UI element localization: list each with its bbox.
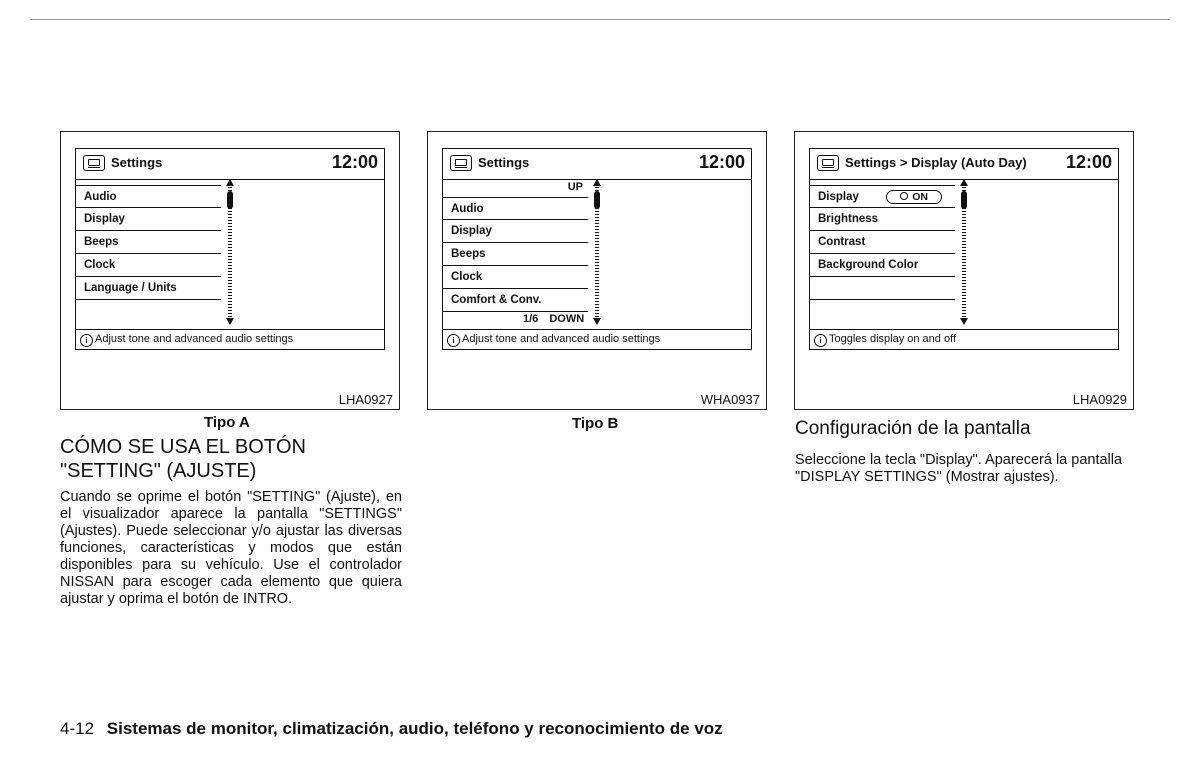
menu-item-empty — [76, 300, 221, 323]
screen-title: Settings — [478, 155, 530, 170]
scroll-thumb[interactable] — [594, 191, 600, 209]
scroll-down-arrow-icon — [960, 318, 968, 325]
settings-icon — [817, 155, 839, 171]
settings-screen — [442, 148, 752, 350]
scroll-down-arrow-icon — [593, 318, 601, 325]
scrollbar[interactable] — [224, 179, 236, 325]
screen-header — [76, 149, 384, 180]
footer-hint: Adjust tone and advanced audio settings — [462, 333, 661, 345]
scroll-down-arrow-icon — [226, 318, 234, 325]
page-footer — [60, 719, 723, 739]
clock-time: 12:00 — [331, 152, 378, 172]
figure-display-settings — [794, 131, 1134, 410]
page-indicator: 1/6 — [523, 313, 539, 325]
footer-hint: Toggles display on and off — [829, 333, 956, 345]
settings-icon — [83, 155, 105, 171]
toggle-indicator-icon — [900, 192, 908, 200]
figure-code: WHA0937 — [700, 392, 760, 407]
screen-footer — [443, 329, 751, 349]
screen-header — [443, 149, 751, 180]
section-heading: Configuración de la pantalla — [795, 418, 1031, 439]
menu-item-label: Display — [818, 191, 859, 203]
clock-time: 12:00 — [698, 152, 745, 172]
menu-item-beeps[interactable]: Beeps — [76, 231, 221, 254]
info-icon: i — [447, 334, 460, 347]
display-toggle[interactable] — [886, 190, 942, 204]
page-indicator-row — [523, 313, 584, 325]
settings-menu — [443, 197, 588, 312]
figure-tipo-a — [60, 131, 400, 410]
figure-tipo-b — [427, 131, 767, 410]
figure-code: LHA0927 — [338, 392, 393, 407]
screen-title: Settings > Display (Auto Day) — [845, 155, 1027, 170]
screen-footer — [810, 329, 1118, 349]
scroll-up-label[interactable]: UP — [567, 181, 583, 193]
menu-item-audio[interactable]: Audio — [76, 185, 221, 208]
figure-code: LHA0929 — [1072, 392, 1127, 407]
screen-header — [810, 149, 1118, 180]
menu-item-display[interactable]: Display — [443, 220, 588, 243]
settings-icon — [450, 155, 472, 171]
menu-item-beeps[interactable]: Beeps — [443, 243, 588, 266]
toggle-state: ON — [912, 190, 928, 203]
scrollbar[interactable] — [958, 179, 970, 325]
scrollbar[interactable] — [591, 179, 603, 325]
display-menu — [810, 185, 955, 300]
menu-item-empty — [810, 277, 955, 300]
scroll-thumb[interactable] — [227, 191, 233, 209]
info-icon: i — [814, 334, 827, 347]
clock-time: 12:00 — [1065, 152, 1112, 172]
menu-item-background-color[interactable]: Background Color — [810, 254, 955, 277]
menu-item-clock[interactable]: Clock — [76, 254, 221, 277]
section-heading: CÓMO SE USA EL BOTÓN "SETTING" (AJUSTE) — [60, 436, 306, 482]
caption-tipo-b: Tipo B — [572, 415, 619, 432]
footer-hint: Adjust tone and advanced audio settings — [95, 333, 294, 345]
scroll-up-arrow-icon — [226, 179, 234, 186]
screen-title: Settings — [111, 155, 163, 170]
info-icon: i — [80, 334, 93, 347]
caption-tipo-a: Tipo A — [204, 414, 250, 431]
scroll-down-label[interactable]: DOWN — [549, 313, 585, 325]
scroll-up-arrow-icon — [960, 179, 968, 186]
settings-screen — [75, 148, 385, 350]
scroll-thumb[interactable] — [961, 191, 967, 209]
menu-item-contrast[interactable]: Contrast — [810, 231, 955, 254]
menu-item-brightness[interactable]: Brightness — [810, 208, 955, 231]
page-number: 4-12 — [60, 719, 95, 738]
display-settings-screen — [809, 148, 1119, 350]
chapter-title: Sistemas de monitor, climatización, audio, teléfono y reconocimiento de voz — [106, 719, 723, 738]
menu-item-language-units[interactable]: Language / Units — [76, 277, 221, 300]
settings-menu — [76, 185, 221, 323]
screen-footer — [76, 329, 384, 349]
section-body: Seleccione la tecla "Display". Aparecerá la pantalla "DISPLAY SETTINGS" (Mostrar ajustes). — [795, 452, 1123, 485]
scroll-up-arrow-icon — [593, 179, 601, 186]
section-body: Cuando se oprime el botón "SETTING" (Ajuste), en el visualizador aparece la pantalla "SETTINGS" (Ajustes). Puede seleccionar y/o ajustar las diversas funciones, características y modos que están disponibles para su vehículo. Use el controlador NISSAN para escoger cada elemento que quiera ajustar y oprima el botón de INTRO. — [60, 489, 402, 607]
menu-item-display[interactable] — [810, 185, 955, 208]
menu-item-display[interactable]: Display — [76, 208, 221, 231]
menu-item-comfort-conv[interactable]: Comfort & Conv. — [443, 289, 588, 312]
menu-item-clock[interactable]: Clock — [443, 266, 588, 289]
top-rule — [30, 19, 1170, 20]
menu-item-audio[interactable]: Audio — [443, 197, 588, 220]
